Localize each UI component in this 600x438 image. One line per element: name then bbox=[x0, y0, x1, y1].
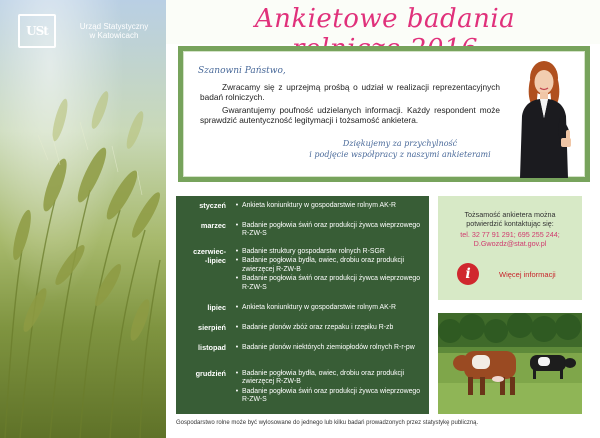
schedule-row bbox=[176, 370, 429, 406]
contact-phone[interactable]: tel. 32 77 91 291; 695 255 244; bbox=[460, 230, 560, 239]
footnote: Gospodarstwo rolne może być wylosowane do jednego lub kilku badań prowadzonych przez statystykę publiczną. bbox=[176, 420, 479, 426]
letter-paragraph-1: Zwracamy się z uprzejmą prośbą o udział w realizacji reprezentacyjnych badań rolniczych. bbox=[200, 82, 500, 102]
schedule-row bbox=[176, 304, 429, 313]
wheat-background-image bbox=[0, 0, 166, 438]
schedule-month: lipiec bbox=[207, 303, 226, 312]
salutation: Szanowni Państwo, bbox=[198, 66, 286, 76]
schedule-month: grudzień bbox=[195, 369, 226, 378]
more-info-link[interactable]: Więcej informacji bbox=[499, 270, 556, 279]
logo-text: USt bbox=[26, 24, 48, 38]
schedule-item: • Badanie plonów niektórych ziemiopłodów rolnych R-r-pw bbox=[235, 344, 415, 351]
schedule-row bbox=[176, 344, 429, 353]
survey-schedule bbox=[176, 196, 429, 414]
schedule-item: • Ankieta koniunktury w gospodarstwie rolnym AK-R bbox=[235, 304, 396, 311]
schedule-item: • Badanie struktury gospodarstw rolnych R-SGR bbox=[235, 248, 385, 255]
schedule-row bbox=[176, 222, 429, 240]
schedule-month: czerwiec- -lipiec bbox=[193, 247, 226, 265]
contact-details[interactable] bbox=[442, 230, 578, 248]
schedule-month: listopad bbox=[198, 343, 226, 352]
businesswoman-image bbox=[510, 58, 582, 178]
schedule-item: • Badanie pogłowia bydła, owiec, drobiu oraz produkcji zwierzęcej R-ZW-B bbox=[235, 370, 405, 386]
logo bbox=[18, 14, 56, 48]
info-icon[interactable]: i bbox=[457, 263, 479, 285]
letter-paragraph-2: Gwarantujemy poufność udzielanych informacji. Każdy respondent może sprawdzić autentyczność legitymacji i tożsamość ankietera. bbox=[200, 105, 500, 125]
schedule-item: • Badanie pogłowia bydła, owiec, drobiu oraz produkcji zwierzęcej R-ZW-B bbox=[235, 257, 405, 273]
schedule-row bbox=[176, 202, 429, 211]
schedule-row bbox=[176, 324, 429, 333]
schedule-month: marzec bbox=[200, 221, 226, 230]
schedule-month: sierpień bbox=[198, 323, 226, 332]
contact-intro: Tożsamość ankietera można potwierdzić kontaktując się: bbox=[464, 210, 556, 228]
schedule-item: • Badanie pogłowia świń oraz produkcji żywca wieprzowego R-ZW-S bbox=[235, 275, 421, 291]
schedule-item: • Badanie pogłowia świń oraz produkcji żywca wieprzowego R-ZW-S bbox=[235, 222, 421, 238]
office-name: Urząd Statystyczny w Katowicach bbox=[79, 22, 149, 40]
cow-pasture-image bbox=[438, 313, 582, 414]
schedule-month: styczeń bbox=[199, 201, 226, 210]
page-title: Ankietowe badania bbox=[254, 4, 516, 34]
thanks-text: Dziękujemy za przychylność i podjęcie współpracy z naszymi ankieterami bbox=[309, 139, 491, 159]
schedule-item: • Badanie pogłowia świń oraz produkcji żywca wieprzowego R-ZW-S bbox=[235, 387, 421, 404]
schedule-item: • Ankieta koniunktury w gospodarstwie rolnym AK-R bbox=[235, 202, 396, 209]
contact-email[interactable]: D.Gwozdz@stat.gov.pl bbox=[473, 239, 547, 248]
schedule-item: • Badanie plonów zbóż oraz rzepaku i rzepiku R-zb bbox=[235, 324, 394, 331]
schedule-row bbox=[176, 248, 429, 293]
